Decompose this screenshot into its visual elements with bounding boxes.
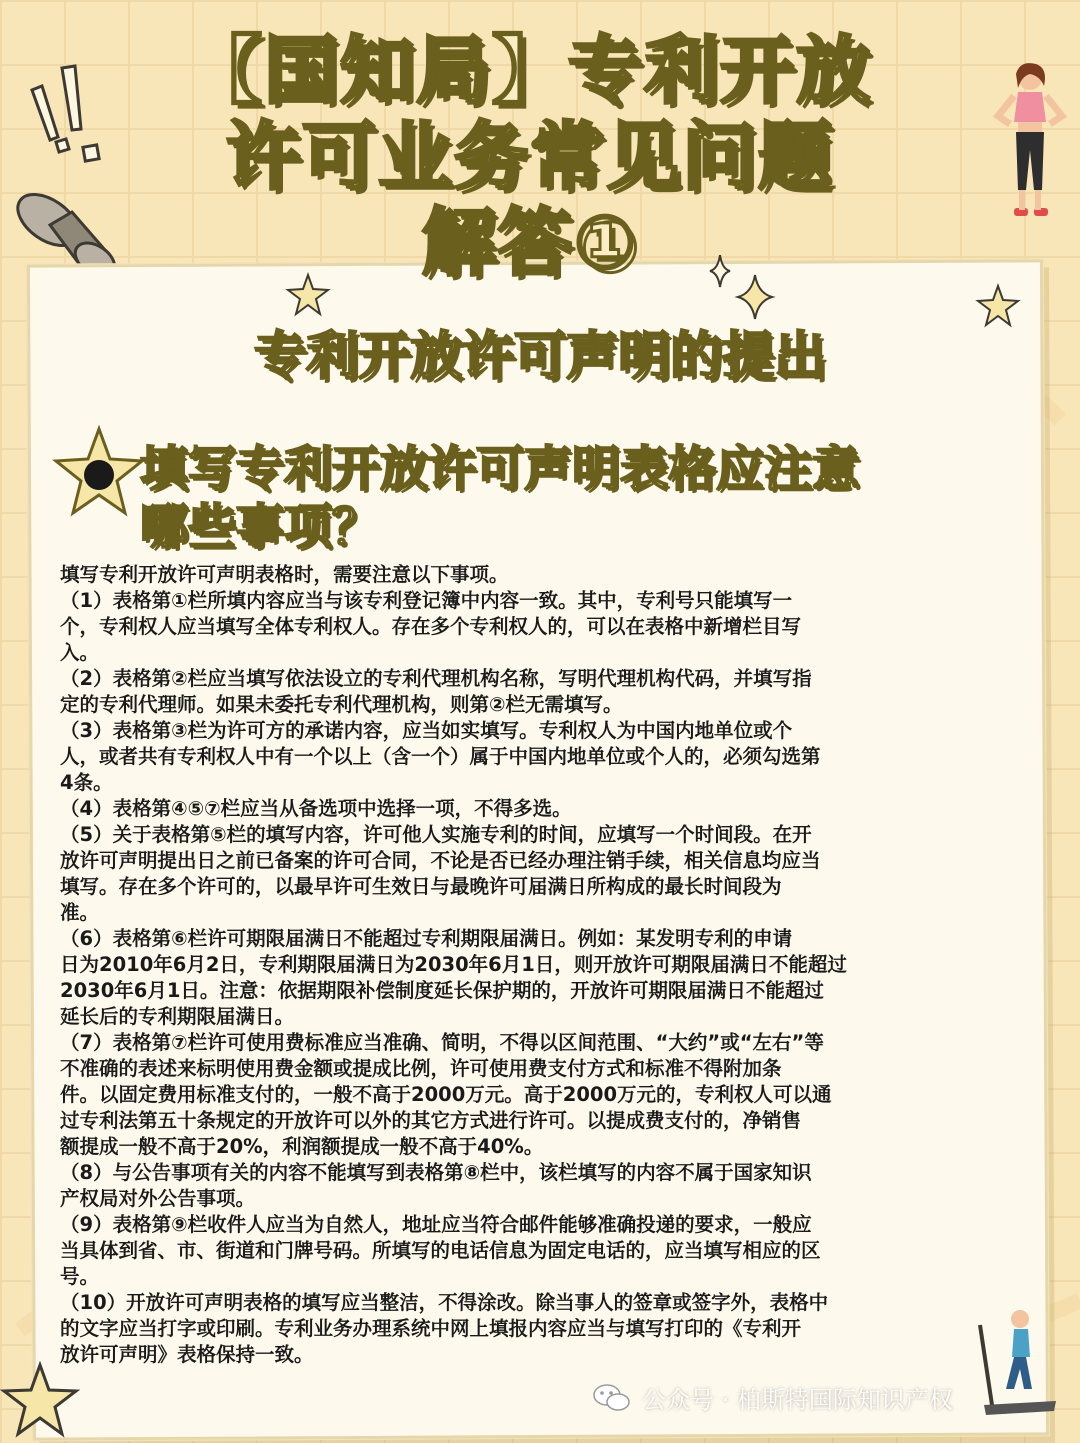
body-line: （1）表格第①栏所填内容应当与该专利登记簿中内容一致。其中，专利号只能填写一 — [60, 589, 793, 612]
body-line: （8）与公告事项有关的内容不能填写到表格第⑧栏中，该栏填写的内容不属于国家知识 — [60, 1161, 812, 1184]
question-heading — [140, 440, 1020, 556]
body-line: 延长后的专利期限届满日。 — [60, 1005, 295, 1028]
body-line: 填写专利开放许可声明表格时，需要注意以下事项。 — [60, 563, 509, 586]
title-line-1: 【国知局】专利开放 — [188, 28, 872, 114]
body-line: 号。 — [60, 1265, 100, 1288]
body-line: 4条。 — [60, 771, 113, 794]
body-line: （2）表格第②栏应当填写依法设立的专利代理机构名称，写明代理机构代码，并填写指 — [60, 667, 812, 690]
body-line: 额提成一般不高于20%，利润额提成一般不高于40%。 — [60, 1135, 544, 1158]
body-line: 不准确的表述来标明使用费金额或提成比例，许可使用费支付方式和标准不得附加条 — [60, 1057, 782, 1080]
woman-figure-icon — [990, 60, 1070, 225]
question-line-2: 哪些事项？ — [140, 499, 381, 555]
star-icon — [0, 1360, 80, 1440]
star-bullet-icon — [52, 425, 147, 520]
title-line-3: 解答① — [421, 200, 639, 286]
section-title: 专利开放许可声明的提出 — [253, 327, 826, 387]
title-line-2: 许可业务常见问题 — [226, 114, 834, 200]
answer-body — [60, 562, 1010, 1368]
body-line: 件。以固定费用标准支付的，一般不高于2000万元。高于2000万元的，专利权人可以通 — [60, 1083, 832, 1106]
wechat-icon — [592, 1382, 632, 1414]
body-line: 填写。存在多个许可的，以最早许可生效日与最晚许可届满日所构成的最长时间段为 — [60, 875, 782, 898]
star-icon — [975, 283, 1021, 329]
body-line: 产权局对外公告事项。 — [60, 1187, 256, 1210]
body-line: （4）表格第④⑤⑦栏应当从备选项中选择一项，不得多选。 — [60, 797, 572, 820]
body-line: 准。 — [60, 901, 100, 924]
body-line: 个，专利权人应当填写全体专利权人。存在多个专利权人的，可以在表格中新增栏目写 — [60, 615, 802, 638]
body-line: （3）表格第③栏为许可方的承诺内容，应当如实填写。专利权人为中国内地单位或个 — [60, 719, 793, 742]
body-line: （5）关于表格第⑤栏的填写内容，许可他人实施专利的时间，应填写一个时间段。在开 — [60, 823, 812, 846]
watermark — [592, 1380, 953, 1415]
body-line: （9）表格第⑨栏收件人应当为自然人，地址应当符合邮件能够准确投递的要求，一般应 — [60, 1213, 812, 1236]
exclamation-marks-icon — [20, 60, 120, 170]
body-line: （6）表格第⑥栏许可期限届满日不能超过专利期限届满日。例如：某发明专利的申请 — [60, 927, 793, 950]
page-title — [150, 28, 910, 286]
body-line: （10）开放许可声明表格的填写应当整洁，不得涂改。除当事人的签章或签字外，表格中 — [60, 1291, 829, 1314]
body-line: （7）表格第⑦栏许可使用费标准应当准确、简明，不得以区间范围、“大约”或“左右”等 — [60, 1031, 824, 1054]
body-line: 2030年6月1日。注意：依据期限补偿制度延长保护期的，开放许可期限届满日不能超过 — [60, 979, 824, 1002]
question-line-1: 填写专利开放许可声明表格应注意 — [140, 441, 861, 497]
treadmill-runner-icon — [970, 1305, 1060, 1425]
body-line: 放许可声明》表格保持一致。 — [60, 1343, 314, 1366]
body-line: 的文字应当打字或印刷。专利业务办理系统中网上填报内容应当与填写打印的《专利开 — [60, 1317, 802, 1340]
body-line: 日为2010年6月2日，专利期限届满日为2030年6月1日，则开放许可期限届满日不能超过 — [60, 953, 847, 976]
body-line: 放许可声明提出日之前已备案的许可合同，不论是否已经办理注销手续，相关信息均应当 — [60, 849, 821, 872]
body-line: 入。 — [60, 641, 100, 664]
body-line: 人，或者共有专利权人中有一个以上（含一个）属于中国内地单位或个人的，必须勾选第 — [60, 745, 821, 768]
body-line: 定的专利代理师。如果未委托专利代理机构，则第②栏无需填写。 — [60, 693, 623, 716]
watermark-text: 公众号 · 柏斯特国际知识产权 — [642, 1386, 953, 1414]
body-line: 过专利法第五十条规定的开放许可以外的其它方式进行许可。以提成费支付的，净销售 — [60, 1109, 802, 1132]
body-line: 当具体到省、市、街道和门牌号码。所填写的电话信息为固定电话的，应当填写相应的区 — [60, 1239, 821, 1262]
